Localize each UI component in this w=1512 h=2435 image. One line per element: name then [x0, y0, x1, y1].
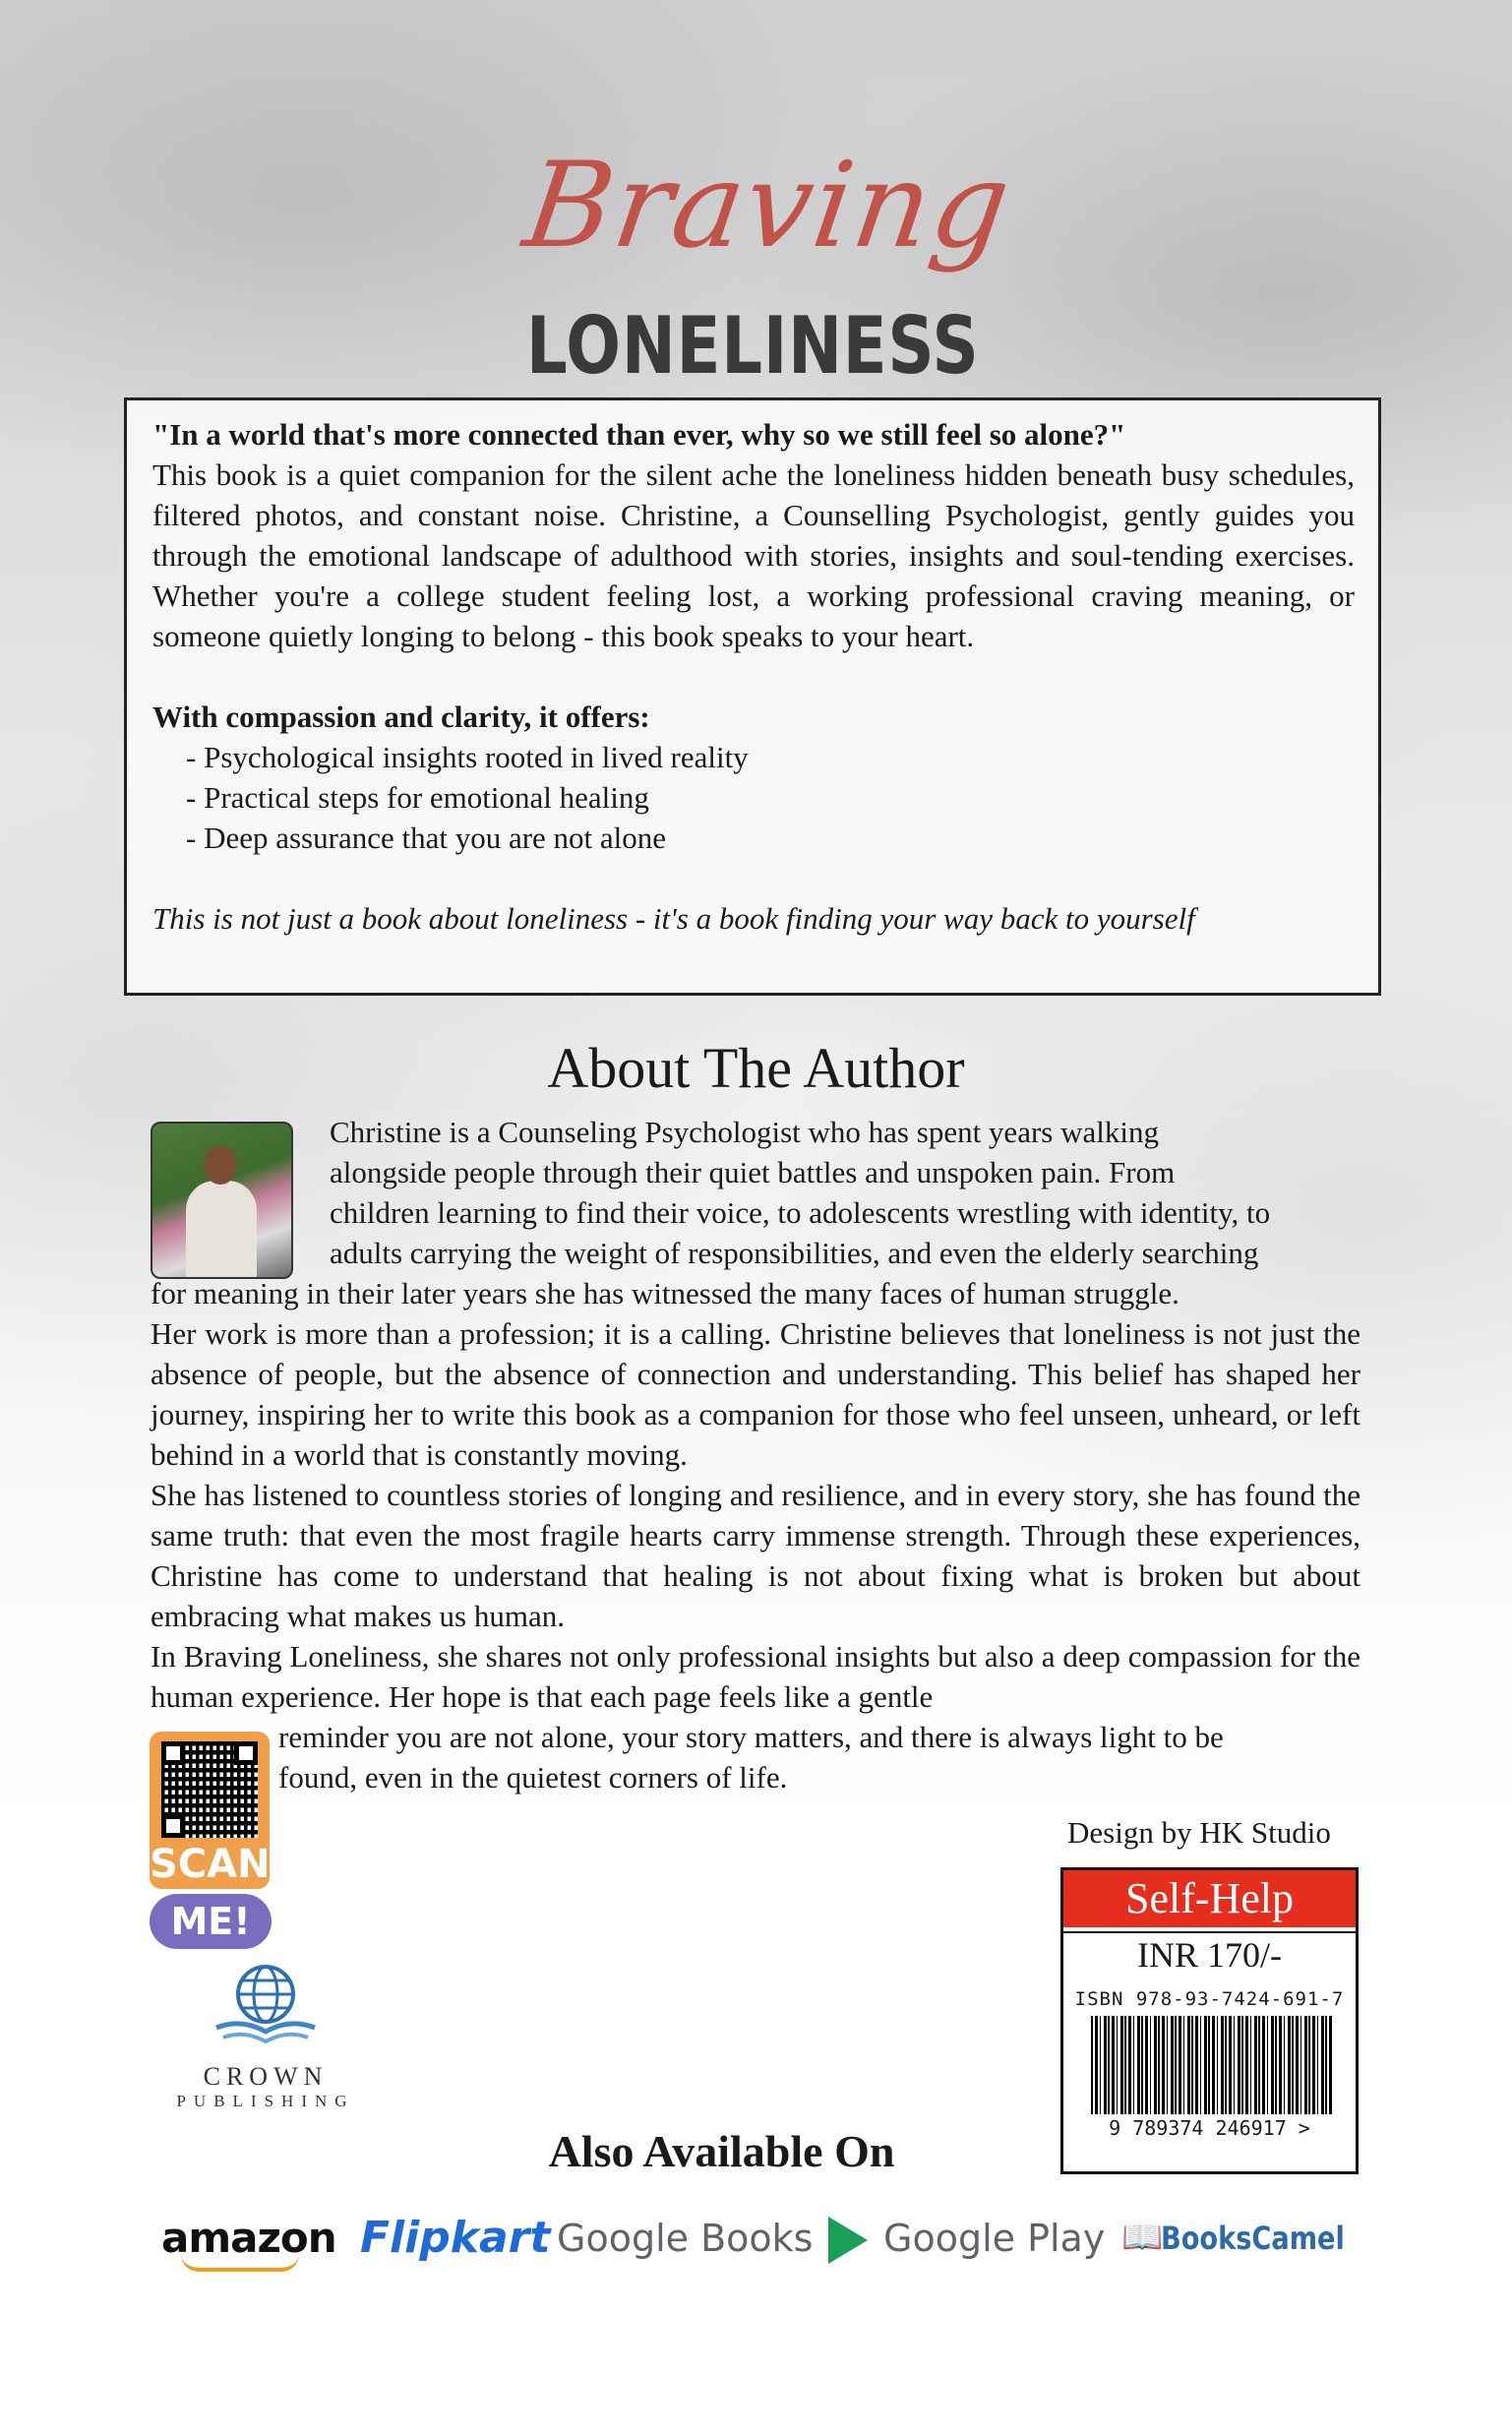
google-books-logo[interactable]: Google Books [557, 2217, 814, 2260]
title-main: LONELINESS [526, 300, 980, 392]
scan-label: SCAN [150, 1842, 271, 1887]
publisher-sub: PUBLISHING [176, 2092, 355, 2110]
scan-me-label: ME! [150, 1894, 272, 1949]
offer-item: - Deep assurance that you are not alone [186, 821, 667, 855]
flipkart-logo[interactable]: Flipkart [360, 2213, 551, 2263]
amazon-smile-icon [181, 2254, 299, 2272]
google-play-icon [828, 2217, 868, 2264]
book-icon: 📖 [1121, 2220, 1164, 2256]
amazon-text: amazon [161, 2214, 336, 2262]
author-bio-line: for meaning in their later years she has witnessed the many faces of human struggle. [151, 1276, 1179, 1310]
author-bio-line: alongside people through their quiet battles and unspoken pain. From [330, 1155, 1176, 1189]
barcode-number: 9 789374 246917 > [1109, 2116, 1310, 2140]
author-bio-line: children learning to find their voice, to adolescents wrestling with identity, to [330, 1195, 1271, 1230]
author-bio [151, 1112, 1361, 1797]
category-label: Self-Help [1063, 1870, 1356, 1927]
blurb-closing: This is not just a book about loneliness - it's a book finding your way back to yourself [152, 901, 1195, 936]
store-logos [148, 2209, 1367, 2278]
price-label: INR 170/- [1063, 1931, 1356, 1980]
offers-heading: With compassion and clarity, it offers: [152, 700, 650, 734]
globe-book-icon [212, 1963, 320, 2051]
design-credit: Design by HK Studio [1067, 1815, 1331, 1850]
author-bio-line: Christine is a Counseling Psychologist who has spent years walking [330, 1115, 1159, 1149]
title-script: Braving [516, 138, 1020, 274]
author-bio-paragraph: In Braving Loneliness, she shares not only professional insights but also a deep compassion for the human experience. Her hope is that each page feels like a gentle [151, 1639, 1361, 1714]
author-bio-paragraph: She has listened to countless stories of longing and resilience, and in every story, she has found the same truth: that even the most fragile hearts carry immense strength. Through these experiences, Christine has come to understand that healing is not about fixing what is broken but about embracing what makes us human. [151, 1478, 1361, 1633]
barcode [1091, 2016, 1333, 2114]
author-bio-line: reminder you are not alone, your story matters, and there is always light to be [278, 1720, 1224, 1754]
google-play-logo[interactable]: Google Play [883, 2217, 1106, 2260]
blurb-description: This book is a quiet companion for the silent ache the loneliness hidden beneath busy schedules, filtered photos, and constant noise. Christine, a Counselling Psychologist, gently guides you through the emotional landscape of adulthood with stories, insights and soul-tending exercises. Whether you're a college student feeling lost, a working professional craving meaning, or someone quietly longing to belong - this book speaks to your heart. [152, 457, 1355, 653]
also-available-text: Also Available On [548, 2126, 895, 2176]
amazon-logo[interactable] [161, 2209, 336, 2268]
publisher-name: CROWN [203, 2062, 329, 2091]
author-heading: About The Author [547, 1036, 965, 1100]
bookscamel-logo[interactable]: BooksCamel [1161, 2220, 1345, 2257]
publisher-logo [148, 1963, 384, 2111]
also-available-heading [0, 2125, 1512, 2177]
isbn-label: ISBN 978-93-7424-691-7 [1074, 1988, 1345, 2010]
author-bio-line: found, even in the quietest corners of life. [278, 1760, 788, 1795]
blurb-box [124, 397, 1381, 996]
author-bio-paragraph: Her work is more than a profession; it is a calling. Christine believes that loneliness is not just the absence of people, but the absence of connection and understanding. This belief has shaped her journey, inspiring her to write this book as a companion for those who feel unseen, unheard, or left behind in a world that is constantly moving. [151, 1316, 1361, 1472]
blurb-question: "In a world that's more connected than ever, why so we still feel so alone?" [152, 417, 1126, 452]
qr-code[interactable] [150, 1732, 270, 1889]
offer-item: - Psychological insights rooted in lived reality [186, 740, 749, 774]
offer-item: - Practical steps for emotional healing [186, 780, 649, 815]
author-bio-line: adults carrying the weight of responsibilities, and even the elderly searching [330, 1236, 1259, 1270]
